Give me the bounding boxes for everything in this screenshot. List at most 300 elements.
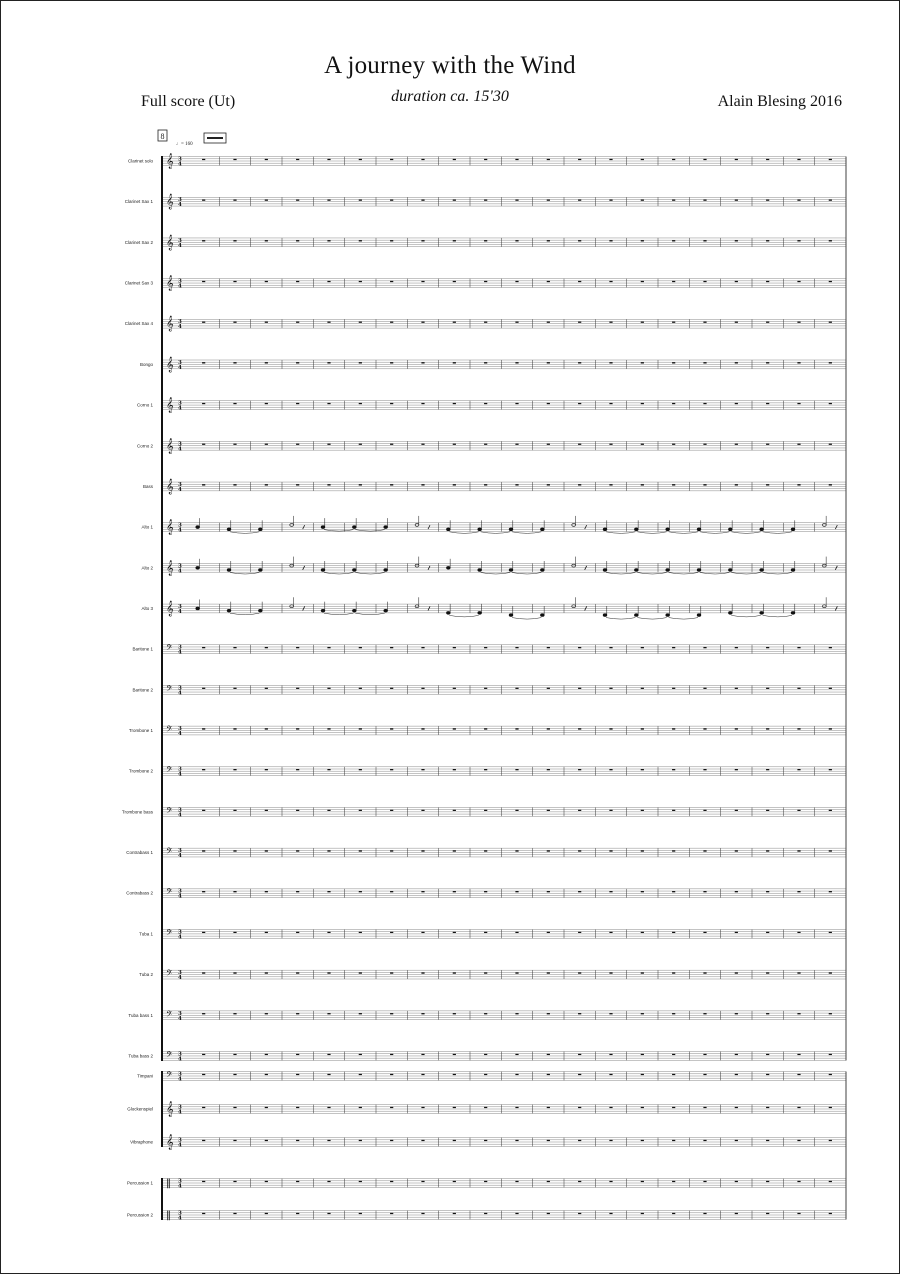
whole-rest	[484, 1140, 487, 1141]
tie	[324, 573, 353, 575]
whole-rest	[515, 322, 518, 323]
whole-rest	[578, 647, 581, 648]
whole-rest	[609, 891, 612, 892]
whole-rest	[484, 850, 487, 851]
whole-rest	[829, 362, 832, 363]
whole-rest	[735, 688, 738, 689]
whole-rest	[265, 1074, 268, 1075]
whole-rest	[233, 728, 236, 729]
staff	[139, 970, 846, 982]
time-signature: 3	[178, 970, 182, 977]
time-signature: 3	[178, 685, 182, 692]
whole-rest	[327, 810, 330, 811]
staves	[122, 154, 846, 1222]
whole-rest	[265, 362, 268, 363]
bass-clef-icon: 𝄢	[166, 806, 173, 818]
note-head	[478, 611, 482, 614]
whole-rest	[672, 403, 675, 404]
whole-rest	[327, 647, 330, 648]
time-signature: 3	[178, 888, 182, 895]
whole-rest	[735, 1140, 738, 1141]
whole-rest	[641, 769, 644, 770]
whole-rest	[453, 972, 456, 973]
whole-rest	[578, 281, 581, 282]
whole-rest	[359, 891, 362, 892]
whole-rest	[327, 159, 330, 160]
whole-rest	[296, 199, 299, 200]
whole-rest	[390, 322, 393, 323]
tie	[669, 618, 698, 620]
note-head	[196, 566, 200, 569]
time-signature: 4	[178, 527, 182, 534]
whole-rest	[735, 1107, 738, 1108]
note-head	[384, 526, 388, 529]
whole-rest	[829, 159, 832, 160]
whole-rest	[484, 972, 487, 973]
whole-rest	[735, 932, 738, 933]
whole-rest	[233, 647, 236, 648]
time-signature: 4	[178, 446, 182, 453]
tie	[700, 573, 729, 575]
whole-rest	[578, 972, 581, 973]
whole-rest	[453, 1074, 456, 1075]
instrument-name: Percussion 2	[126, 1212, 153, 1218]
staff	[139, 929, 846, 941]
whole-rest	[609, 159, 612, 160]
whole-rest	[265, 1213, 268, 1214]
note-head	[603, 528, 607, 531]
whole-rest	[578, 1013, 581, 1014]
treble-clef-icon: 𝄞	[166, 520, 174, 536]
whole-rest	[515, 1181, 518, 1182]
note-head	[384, 569, 388, 572]
whole-rest	[766, 769, 769, 770]
tie	[449, 532, 478, 534]
whole-rest	[421, 240, 424, 241]
bass-clef-icon: 𝄢	[166, 766, 173, 778]
score-type-label: Full score (Ut)	[141, 93, 236, 110]
tie	[355, 613, 384, 615]
whole-rest	[515, 1013, 518, 1014]
whole-rest	[547, 1074, 550, 1075]
whole-rest	[359, 159, 362, 160]
whole-rest	[202, 688, 205, 689]
whole-rest	[829, 972, 832, 973]
whole-rest	[202, 322, 205, 323]
whole-rest	[797, 362, 800, 363]
whole-rest	[703, 1181, 706, 1182]
whole-rest	[515, 281, 518, 282]
whole-rest	[797, 444, 800, 445]
staff	[125, 276, 846, 291]
whole-rest	[766, 850, 769, 851]
whole-rest	[484, 688, 487, 689]
whole-rest	[641, 1107, 644, 1108]
whole-rest	[766, 362, 769, 363]
whole-rest	[359, 688, 362, 689]
tie	[637, 532, 666, 534]
whole-rest	[609, 647, 612, 648]
whole-rest	[453, 1107, 456, 1108]
tie	[606, 618, 635, 620]
whole-rest	[265, 850, 268, 851]
whole-rest	[202, 484, 205, 485]
staff	[126, 888, 846, 900]
time-signature: 4	[178, 1076, 182, 1083]
whole-rest	[296, 403, 299, 404]
whole-rest	[233, 281, 236, 282]
whole-rest	[296, 1054, 299, 1055]
whole-rest	[453, 891, 456, 892]
whole-rest	[829, 1213, 832, 1214]
bass-clef-icon: 𝄢	[166, 1010, 173, 1022]
staff	[140, 357, 846, 372]
whole-rest	[672, 322, 675, 323]
whole-rest	[265, 322, 268, 323]
whole-rest	[829, 199, 832, 200]
whole-rest	[421, 484, 424, 485]
whole-rest	[578, 159, 581, 160]
whole-rest	[359, 281, 362, 282]
time-signature: 3	[178, 929, 182, 936]
whole-rest	[735, 484, 738, 485]
tie	[606, 573, 635, 575]
whole-rest	[515, 769, 518, 770]
whole-rest	[390, 769, 393, 770]
tie	[230, 573, 259, 575]
note-head	[728, 569, 732, 572]
whole-rest	[390, 159, 393, 160]
note-head	[634, 569, 638, 572]
whole-rest	[233, 932, 236, 933]
whole-rest	[202, 444, 205, 445]
treble-clef-icon: 𝄞	[166, 276, 174, 292]
whole-rest	[641, 972, 644, 973]
whole-rest	[233, 972, 236, 973]
whole-rest	[547, 362, 550, 363]
whole-rest	[453, 240, 456, 241]
whole-rest	[641, 1054, 644, 1055]
whole-rest	[766, 159, 769, 160]
whole-rest	[265, 484, 268, 485]
tie	[637, 573, 666, 575]
whole-rest	[703, 484, 706, 485]
whole-rest	[797, 1181, 800, 1182]
treble-clef-icon: 𝄞	[166, 438, 174, 454]
whole-rest	[766, 484, 769, 485]
whole-rest	[327, 769, 330, 770]
whole-rest	[829, 647, 832, 648]
note-head	[227, 528, 231, 531]
whole-rest	[484, 1107, 487, 1108]
whole-rest	[672, 1013, 675, 1014]
note-head	[760, 569, 764, 572]
whole-rest	[233, 362, 236, 363]
time-signature: 4	[178, 1183, 182, 1190]
whole-rest	[578, 1181, 581, 1182]
whole-rest	[296, 1181, 299, 1182]
whole-rest	[735, 281, 738, 282]
whole-rest	[547, 1213, 550, 1214]
whole-rest	[202, 1213, 205, 1214]
whole-rest	[265, 199, 268, 200]
whole-rest	[703, 1054, 706, 1055]
whole-rest	[829, 1013, 832, 1014]
note-head	[321, 526, 325, 529]
note-head	[258, 609, 262, 612]
whole-rest	[327, 444, 330, 445]
whole-rest	[735, 972, 738, 973]
whole-rest	[797, 1013, 800, 1014]
bass-clef-icon: 𝄢	[166, 928, 173, 940]
whole-rest	[797, 891, 800, 892]
staff	[122, 807, 846, 819]
whole-rest	[453, 281, 456, 282]
whole-rest	[641, 444, 644, 445]
whole-rest	[233, 1054, 236, 1055]
whole-rest	[829, 403, 832, 404]
whole-rest	[703, 322, 706, 323]
whole-rest	[265, 281, 268, 282]
whole-rest	[265, 769, 268, 770]
whole-rest	[359, 1140, 362, 1141]
whole-rest	[327, 972, 330, 973]
whole-rest	[515, 932, 518, 933]
whole-rest	[421, 728, 424, 729]
staff	[137, 439, 846, 454]
whole-rest	[766, 647, 769, 648]
whole-rest	[766, 1107, 769, 1108]
instrument-name: Tuba 1	[139, 931, 153, 937]
tie	[763, 532, 792, 534]
whole-rest	[515, 1213, 518, 1214]
tie	[512, 618, 541, 620]
whole-rest	[672, 1181, 675, 1182]
whole-rest	[672, 281, 675, 282]
whole-rest	[359, 1213, 362, 1214]
whole-rest	[390, 1074, 393, 1075]
whole-rest	[296, 1140, 299, 1141]
whole-rest	[547, 444, 550, 445]
whole-rest	[609, 1074, 612, 1075]
whole-rest	[703, 199, 706, 200]
staff	[127, 1102, 846, 1117]
whole-rest	[359, 1013, 362, 1014]
whole-rest	[390, 403, 393, 404]
whole-rest	[766, 728, 769, 729]
whole-rest	[359, 199, 362, 200]
treble-clef-icon: 𝄞	[166, 316, 174, 332]
treble-clef-icon: 𝄞	[166, 154, 174, 169]
whole-rest	[735, 810, 738, 811]
whole-rest	[233, 322, 236, 323]
time-signature: 3	[178, 1051, 182, 1058]
time-signature: 3	[178, 197, 182, 204]
whole-rest	[390, 1140, 393, 1141]
whole-rest	[735, 322, 738, 323]
whole-rest	[515, 728, 518, 729]
whole-rest	[829, 1074, 832, 1075]
whole-rest	[578, 1140, 581, 1141]
whole-rest	[515, 1140, 518, 1141]
whole-rest	[484, 484, 487, 485]
tie	[731, 615, 760, 617]
staff	[141, 516, 846, 535]
note-head	[697, 614, 701, 617]
whole-rest	[202, 403, 205, 404]
whole-rest	[202, 810, 205, 811]
whole-rest	[515, 972, 518, 973]
whole-rest	[390, 932, 393, 933]
whole-rest	[421, 1013, 424, 1014]
instrument-name: Baritone 2	[132, 687, 153, 693]
staff	[127, 1178, 846, 1190]
time-signature: 4	[178, 812, 182, 819]
whole-rest	[547, 891, 550, 892]
instrument-name: Alto 3	[141, 605, 153, 611]
bass-clef-icon: 𝄢	[166, 969, 173, 981]
whole-rest	[547, 199, 550, 200]
note-head	[227, 569, 231, 572]
whole-rest	[421, 932, 424, 933]
treble-clef-icon: 𝄞	[166, 357, 174, 373]
whole-rest	[453, 484, 456, 485]
whole-rest	[609, 1013, 612, 1014]
whole-rest	[359, 1074, 362, 1075]
whole-rest	[672, 1054, 675, 1055]
whole-rest	[233, 850, 236, 851]
whole-rest	[421, 891, 424, 892]
tie	[481, 532, 510, 534]
whole-rest	[703, 1213, 706, 1214]
whole-rest	[547, 322, 550, 323]
whole-rest	[641, 322, 644, 323]
whole-rest	[453, 769, 456, 770]
whole-rest	[515, 647, 518, 648]
whole-rest	[547, 240, 550, 241]
whole-rest	[233, 159, 236, 160]
tie	[669, 573, 698, 575]
whole-rest	[327, 1107, 330, 1108]
tie	[606, 532, 635, 534]
whole-rest	[265, 240, 268, 241]
whole-rest	[735, 1213, 738, 1214]
time-signature: 4	[178, 283, 182, 290]
whole-rest	[202, 1054, 205, 1055]
whole-rest	[703, 728, 706, 729]
time-signature: 3	[178, 848, 182, 855]
whole-rest	[296, 322, 299, 323]
whole-rest	[766, 444, 769, 445]
time-signature: 4	[178, 975, 182, 982]
whole-rest	[735, 199, 738, 200]
time-signature: 3	[178, 1071, 182, 1078]
whole-rest	[703, 932, 706, 933]
note-head	[446, 566, 450, 569]
whole-rest	[233, 688, 236, 689]
whole-rest	[233, 444, 236, 445]
whole-rest	[296, 362, 299, 363]
whole-rest	[735, 444, 738, 445]
whole-rest	[484, 1013, 487, 1014]
whole-rest	[735, 1074, 738, 1075]
whole-rest	[797, 932, 800, 933]
whole-rest	[641, 1140, 644, 1141]
whole-rest	[609, 850, 612, 851]
whole-rest	[703, 403, 706, 404]
time-signature: 4	[178, 242, 182, 249]
bass-clef-icon: 𝄢	[166, 888, 173, 900]
whole-rest	[484, 1054, 487, 1055]
whole-rest	[421, 1074, 424, 1075]
whole-rest	[547, 932, 550, 933]
whole-rest	[359, 932, 362, 933]
whole-rest	[766, 1181, 769, 1182]
multi-rest-symbol	[204, 133, 226, 143]
treble-clef-icon: 𝄞	[166, 479, 174, 495]
whole-rest	[641, 159, 644, 160]
bass-clef-icon: 𝄢	[166, 684, 173, 696]
instrument-name: Contrabass 1	[126, 850, 153, 856]
whole-rest	[421, 1181, 424, 1182]
whole-rest	[421, 1140, 424, 1141]
treble-clef-icon: 𝄞	[166, 235, 174, 251]
whole-rest	[672, 1074, 675, 1075]
staff	[141, 557, 846, 576]
whole-rest	[609, 281, 612, 282]
time-signature: 4	[178, 853, 182, 860]
whole-rest	[421, 850, 424, 851]
whole-rest	[609, 240, 612, 241]
time-signature: 3	[178, 644, 182, 651]
whole-rest	[829, 728, 832, 729]
whole-rest	[421, 972, 424, 973]
staff	[128, 1051, 846, 1063]
whole-rest	[327, 688, 330, 689]
whole-rest	[797, 728, 800, 729]
whole-rest	[735, 403, 738, 404]
whole-rest	[547, 1013, 550, 1014]
tie	[731, 532, 760, 534]
whole-rest	[578, 728, 581, 729]
whole-rest	[202, 850, 205, 851]
tie	[512, 532, 541, 534]
whole-rest	[202, 972, 205, 973]
whole-rest	[641, 1013, 644, 1014]
time-signature: 4	[178, 568, 182, 575]
whole-rest	[829, 1181, 832, 1182]
time-signature: 4	[178, 364, 182, 371]
whole-rest	[797, 810, 800, 811]
staff	[129, 766, 846, 778]
time-signature: 4	[178, 1056, 182, 1063]
whole-rest	[359, 403, 362, 404]
tie	[669, 532, 698, 534]
whole-rest	[233, 403, 236, 404]
whole-rest	[641, 1213, 644, 1214]
whole-rest	[672, 1140, 675, 1141]
whole-rest	[641, 362, 644, 363]
whole-rest	[202, 1074, 205, 1075]
whole-rest	[453, 403, 456, 404]
whole-rest	[829, 1054, 832, 1055]
time-signature: 3	[178, 563, 182, 570]
whole-rest	[484, 240, 487, 241]
whole-rest	[578, 850, 581, 851]
whole-rest	[547, 1107, 550, 1108]
whole-rest	[265, 1013, 268, 1014]
whole-rest	[797, 688, 800, 689]
